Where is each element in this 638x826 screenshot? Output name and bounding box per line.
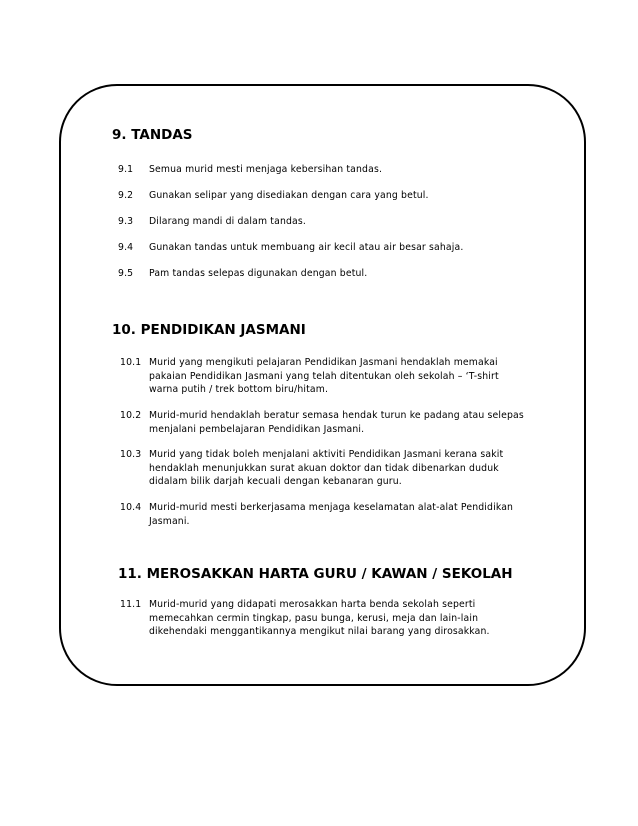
item-number: 9.5 (118, 268, 134, 279)
item-text: Murid-murid yang didapati merosakkan harta benda sekolah seperti memecahkan cermin tingkap, pasu bunga, kerusi, meja dan lain-lain dikehendaki menggantikannya mengikut nilai barang yang dirosakkan. (149, 599, 490, 637)
item-number: 9.2 (118, 190, 134, 201)
item-number: 10.1 (120, 357, 142, 368)
item-number: 10.2 (120, 410, 142, 421)
section-11-title: 11. MEROSAKKAN HARTA GURU / KAWAN / SEKOLAH (118, 566, 513, 582)
list-item (120, 409, 580, 436)
item-text: Gunakan selipar yang disediakan dengan cara yang betul. (149, 190, 429, 201)
item-number: 9.3 (118, 216, 134, 227)
item-number: 10.3 (120, 449, 142, 460)
item-text: Semua murid mesti menjaga kebersihan tandas. (149, 164, 383, 175)
item-text: Dilarang mandi di dalam tandas. (149, 216, 306, 227)
item-text: Murid yang tidak boleh menjalani aktiviti Pendidikan Jasmani kerana sakit hendaklah menunjukkan surat akuan doktor dan tidak dibenarkan duduk didalam bilik darjah kecuali dengan kebanaran guru. (149, 449, 504, 487)
item-number: 11.1 (120, 599, 142, 610)
item-number: 9.1 (118, 164, 134, 175)
list-item (120, 448, 580, 489)
item-text: Murid-murid mesti berkerjasama menjaga keselamatan alat-alat Pendidikan Jasmani. (149, 502, 514, 527)
list-item (120, 501, 580, 528)
list-item (120, 356, 580, 397)
item-text: Murid-murid hendaklah beratur semasa hendak turun ke padang atau selepas menjalani pembelajaran Pendidikan Jasmani. (149, 410, 524, 435)
item-number: 9.4 (118, 242, 134, 253)
list-item (120, 598, 580, 639)
item-number: 10.4 (120, 502, 142, 513)
item-text: Pam tandas selepas digunakan dengan betul. (149, 268, 368, 279)
item-text: Murid yang mengikuti pelajaran Pendidikan Jasmani hendaklah memakai pakaian Pendidikan Jasmani yang telah ditentukan oleh sekolah – ‘T-shirt warna putih / trek bottom biru/hitam. (149, 357, 499, 395)
section-9-title: 9. TANDAS (112, 127, 193, 143)
item-text: Gunakan tandas untuk membuang air kecil atau air besar sahaja. (149, 242, 464, 253)
section-10-title: 10. PENDIDIKAN JASMANI (112, 322, 306, 338)
